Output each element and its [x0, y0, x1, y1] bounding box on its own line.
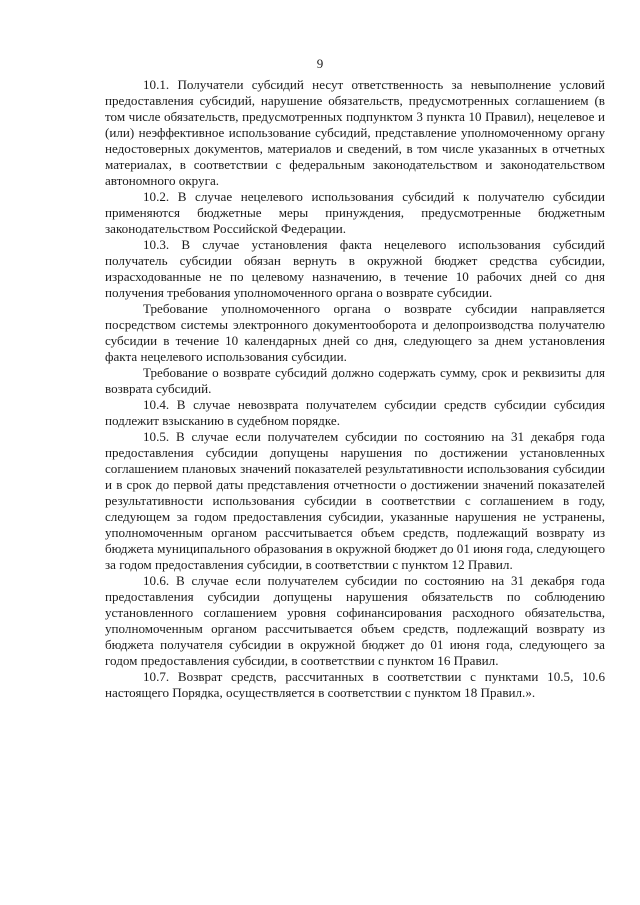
paragraph-10-1: 10.1. Получатели субсидий несут ответственность за невыполнение условий предоставления субсидий, нарушение обязательств, предусмотренных соглашением (в том числе обязательств, предусмотренных подпунктом 3 пункта 10 Правил), нецелевое и (или) неэффективное использование субсидий, представление уполномоченному органу недостоверных документов, материалов и сведений, в том числе указанных в отчетных материалах, в соответствии с федеральным законодательством и законодательством автономного округа.: [105, 77, 605, 188]
paragraph-10-4: 10.4. В случае невозврата получателем субсидии средств субсидии субсидия подлежит взысканию в судебном порядке.: [105, 397, 605, 428]
paragraph-demand-sending: Требование уполномоченного органа о возврате субсидии направляется посредством системы электронного документооборота и делопроизводства получателю субсидии в течение 10 календарных дней со дня, следующего за днем установления факта нецелевого использования субсидии.: [105, 301, 605, 364]
paragraph-10-3: 10.3. В случае установления факта нецелевого использования субсидий получатель субсидии обязан вернуть в окружной бюджет средства субсидии, израсходованные не по целевому назначению, в течение 10 рабочих дней со дня получения требования уполномоченного органа о возврате субсидии.: [105, 237, 605, 300]
paragraph-10-6: 10.6. В случае если получателем субсидии по состоянию на 31 декабря года предоставления субсидии допущены нарушения обязательств по соблюдению установленного соглашением уровня софинансирования расходного обязательства, уполномоченным органом рассчитывается объем средств, подлежащий возврату из бюджета получателя субсидии в окружной бюджет до 01 июня года, следующего за годом предоставления субсидии, в соответствии с пунктом 16 Правил.: [105, 573, 605, 668]
paragraph-demand-contents: Требование о возврате субсидий должно содержать сумму, срок и реквизиты для возврата субсидий.: [105, 365, 605, 396]
paragraph-10-7: 10.7. Возврат средств, рассчитанных в соответствии с пунктами 10.5, 10.6 настоящего Порядка, осуществляется в соответствии с пунктом 18 Правил.».: [105, 669, 605, 700]
paragraph-10-2: 10.2. В случае нецелевого использования субсидий к получателю субсидии применяются бюджетные меры принуждения, предусмотренные бюджетным законодательством Российской Федерации.: [105, 189, 605, 236]
document-body: [105, 77, 605, 701]
paragraph-10-5: 10.5. В случае если получателем субсидии по состоянию на 31 декабря года предоставления субсидии допущены нарушения по достижении установленных соглашением плановых значений показателей результативности использования субсидии и в срок до первой даты представления отчетности о достижении значений показателей результативности использования субсидии в соответствии с соглашением в году, следующем за годом предоставления субсидии, указанные нарушения не устранены, уполномоченным органом рассчитывается объем средств, подлежащий возврату из бюджета муниципального образования в окружной бюджет до 01 июня года, следующего за годом предоставления субсидии, в соответствии с пунктом 12 Правил.: [105, 429, 605, 572]
page-number: 9: [316, 56, 324, 71]
